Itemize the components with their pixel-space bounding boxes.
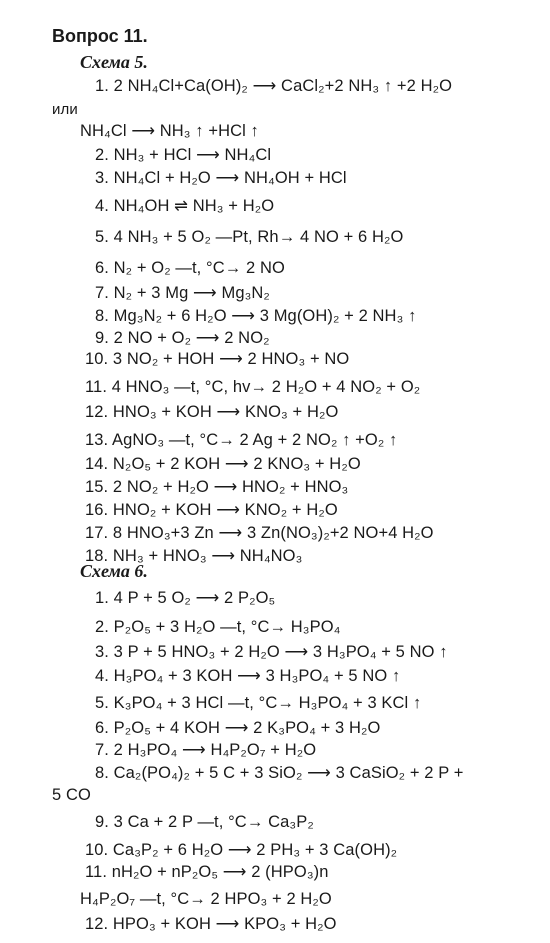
question-title: Вопрос 11. [52, 26, 148, 46]
s6-line-2: 2. P₂O₅ + 3 H₂O —t, °C→ H₃PO₄ [95, 618, 341, 636]
s5-line-16: 16. HNO₂ + KOH ⟶ KNO₂ + H₂O [85, 501, 338, 519]
s5-line-12: 12. HNO₃ + KOH ⟶ KNO₃ + H₂O [85, 403, 339, 421]
s5-line-9: 9. 2 NO + O₂ ⟶ 2 NO₂ [95, 329, 270, 347]
s5-line-6: 6. N₂ + O₂ —t, °C→ 2 NO [95, 259, 285, 277]
s5-line-alt: NH₄Cl ⟶ NH₃ ↑ +HCl ↑ [80, 122, 259, 140]
s5-line-5: 5. 4 NH₃ + 5 O₂ —Pt, Rh→ 4 NO + 6 H₂O [95, 228, 404, 246]
s5-line-17: 17. 8 HNO₃+3 Zn ⟶ 3 Zn(NO₃)₂+2 NO+4 H₂O [85, 524, 434, 542]
s6-line-11: 11. nH₂O + nP₂O₅ ⟶ 2 (HPO₃)n [85, 863, 329, 881]
s5-line-4: 4. NH₄OH ⇌ NH₃ + H₂O [95, 197, 275, 215]
s5-line-14: 14. N₂O₅ + 2 KOH ⟶ 2 KNO₃ + H₂O [85, 455, 361, 473]
s6-line-12: 12. HPO₃ + KOH ⟶ KPO₃ + H₂O [85, 915, 337, 933]
s6-line-extra: H₄P₂O₇ —t, °C→ 2 HPO₃ + 2 H₂O [80, 890, 332, 908]
s5-line-3: 3. NH₄Cl + H₂O ⟶ NH₄OH + HCl [95, 169, 347, 187]
s6-line-7: 7. 2 H₃PO₄ ⟶ H₄P₂O₇ + H₂O [95, 741, 317, 759]
s5-line-10: 10. 3 NO₂ + HOH ⟶ 2 HNO₃ + NO [85, 350, 350, 368]
s5-line-1: 1. 2 NH₄Cl+Ca(OH)₂ ⟶ CaCl₂+2 NH₃ ↑ +2 H₂O [95, 77, 453, 95]
s5-line-15: 15. 2 NO₂ + H₂O ⟶ HNO₂ + HNO₃ [85, 478, 349, 496]
s6-line-4: 4. H₃PO₄ + 3 KOH ⟶ 3 H₃PO₄ + 5 NO ↑ [95, 667, 401, 685]
s6-line-8-cont: 5 CO [52, 786, 91, 804]
s6-line-8: 8. Ca₂(PO₄)₂ + 5 C + 3 SiO₂ ⟶ 3 CaSiO₂ + 2 P + [95, 764, 464, 782]
s6-line-5: 5. K₃PO₄ + 3 HCl —t, °C→ H₃PO₄ + 3 KCl ↑ [95, 694, 422, 712]
s6-line-1: 1. 4 P + 5 O₂ ⟶ 2 P₂O₅ [95, 589, 276, 607]
s5-line-8: 8. Mg₃N₂ + 6 H₂O ⟶ 3 Mg(OH)₂ + 2 NH₃ ↑ [95, 307, 417, 325]
s5-line-11: 11. 4 HNO₃ —t, °C, hv→ 2 H₂O + 4 NO₂ + O₂ [85, 378, 421, 396]
s5-line-18: 18. NH₃ + HNO₃ ⟶ NH₄NO₃ [85, 547, 303, 565]
s5-line-2: 2. NH₃ + HCl ⟶ NH₄Cl [95, 146, 272, 164]
s5-line-ili: или [52, 101, 78, 118]
scheme-6-title: Схема 6. [80, 561, 148, 581]
s6-line-6: 6. P₂O₅ + 4 KOH ⟶ 2 K₃PO₄ + 3 H₂O [95, 719, 381, 737]
s6-line-9: 9. 3 Ca + 2 P —t, °C→ Ca₃P₂ [95, 813, 314, 831]
s6-line-10: 10. Ca₃P₂ + 6 H₂O ⟶ 2 PH₃ + 3 Ca(OH)₂ [85, 841, 398, 859]
scheme-5-title: Схема 5. [80, 52, 148, 72]
s5-line-7: 7. N₂ + 3 Mg ⟶ Mg₃N₂ [95, 284, 270, 302]
s6-line-3: 3. 3 P + 5 HNO₃ + 2 H₂O ⟶ 3 H₃PO₄ + 5 NO ↑ [95, 643, 448, 661]
s5-line-13: 13. AgNO₃ —t, °C→ 2 Ag + 2 NO₂ ↑ +O₂ ↑ [85, 431, 398, 449]
